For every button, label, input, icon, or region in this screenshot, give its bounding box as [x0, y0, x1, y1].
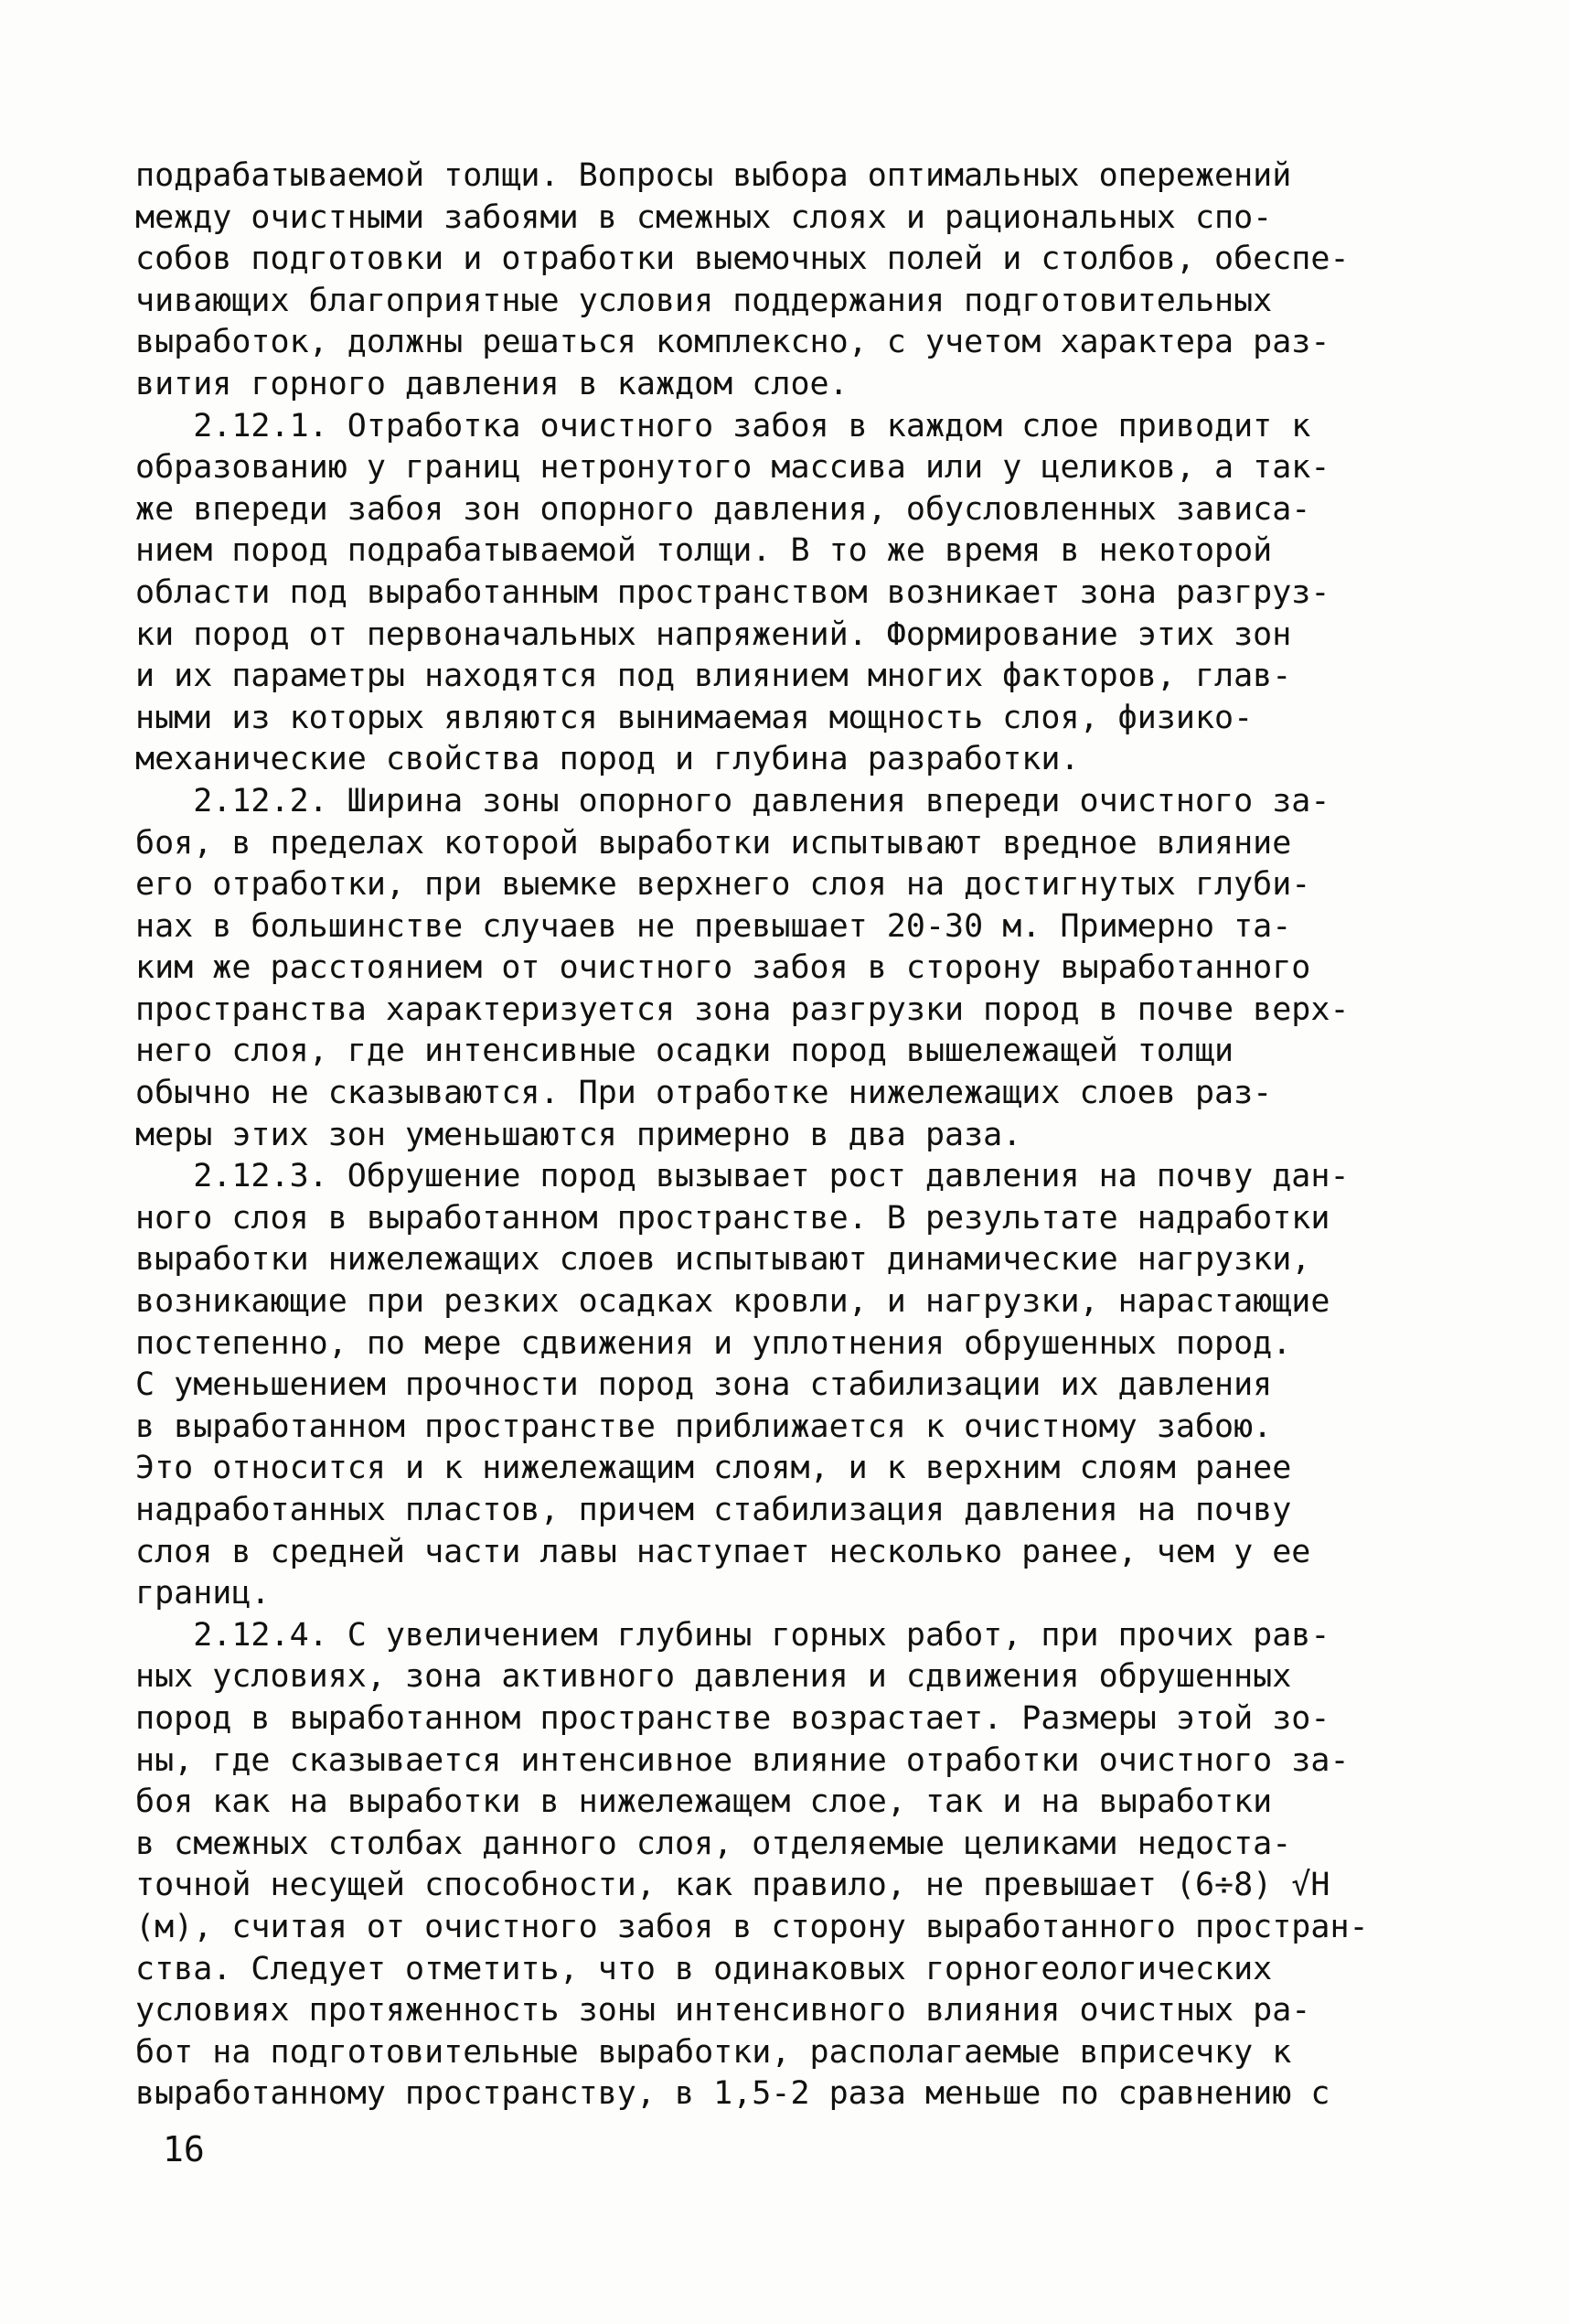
text-line: постепенно, по мере сдвижения и уплотнения обрушенных пород. — [135, 1324, 1292, 1362]
text-line: С уменьшением прочности пород зона стабилизации их давления — [135, 1366, 1273, 1404]
text-line: 2.12.3. Обрушение пород вызывает рост давления на почву дан- — [135, 1158, 1350, 1195]
text-line: в смежных столбах данного слоя, отделяемые целиками недоста- — [135, 1825, 1292, 1862]
text-line: нием пород подрабатываемой толщи. В то же время в некоторой — [135, 532, 1273, 570]
text-line: подрабатываемой толщи. Вопросы выбора оптимальных опережений — [135, 157, 1292, 194]
text-line: боя как на выработки в нижележащем слое, так и на выработки — [135, 1783, 1273, 1821]
text-line: выработанному пространству, в 1,5-2 раза меньше по сравнению с — [135, 2075, 1330, 2113]
text-line: слоя в средней части лавы наступает несколько ранее, чем у ее — [135, 1533, 1311, 1570]
text-line: выработок, должны решаться комплексно, с учетом характера раз- — [135, 324, 1330, 361]
text-line: ного слоя в выработанном пространстве. В результате надработки — [135, 1199, 1330, 1237]
text-line: в выработанном пространстве приближается к очистному забою. — [135, 1408, 1273, 1445]
text-line: чивающих благоприятные условия поддержания подготовительных — [135, 282, 1273, 319]
text-line: границ. — [135, 1575, 271, 1612]
text-line: 2.12.1. Отработка очистного забоя в каждом слое приводит к — [135, 407, 1311, 444]
text-line: между очистными забоями в смежных слоях и рациональных спо- — [135, 198, 1273, 236]
text-line: условиях протяженность зоны интенсивного влияния очистных ра- — [135, 1992, 1311, 2029]
text-line: пространства характеризуется зона разгрузки пород в почве верх- — [135, 991, 1350, 1028]
page-number: 16 — [163, 2129, 205, 2169]
text-line: ными из которых являются вынимаемая мощность слоя, физико- — [135, 699, 1254, 736]
text-line: нах в большинстве случаев не превышает 20-30 м. Примерно та- — [135, 907, 1292, 945]
text-line: ства. Следует отметить, что в одинаковых горногеологических — [135, 1950, 1273, 1987]
text-line: механические свойства пород и глубина разработки. — [135, 741, 1080, 778]
text-line: собов подготовки и отработки выемочных полей и столбов, обеспе- — [135, 241, 1350, 278]
text-line: бот на подготовительные выработки, располагаемые вприсечку к — [135, 2033, 1292, 2071]
text-line: ных условиях, зона активного давления и сдвижения обрушенных — [135, 1658, 1292, 1696]
text-line: обычно не сказываются. При отработке нижележащих слоев раз- — [135, 1075, 1273, 1112]
text-line: образованию у границ нетронутого массива или у целиков, а так- — [135, 449, 1330, 487]
text-line: боя, в пределах которой выработки испытывают вредное влияние — [135, 824, 1292, 862]
text-line: точной несущей способности, как правило, не превышает (6÷8) √H — [135, 1867, 1330, 1904]
text-line: него слоя, где интенсивные осадки пород вышележащей толщи — [135, 1033, 1234, 1070]
text-line: его отработки, при выемке верхнего слоя на достигнутых глуби- — [135, 866, 1311, 904]
text-line: пород в выработанном пространстве возрастает. Размеры этой зо- — [135, 1699, 1330, 1737]
text-line: возникающие при резких осадках кровли, и нагрузки, нарастающие — [135, 1283, 1330, 1321]
text-line: ким же расстоянием от очистного забоя в сторону выработанного — [135, 949, 1311, 987]
text-line: меры этих зон уменьшаются примерно в два раза. — [135, 1116, 1022, 1153]
body-text — [135, 155, 1452, 2115]
text-line: области под выработанным пространством возникает зона разгруз- — [135, 573, 1330, 611]
text-line: ны, где сказывается интенсивное влияние отработки очистного за- — [135, 1741, 1350, 1779]
text-line: 2.12.4. С увеличением глубины горных работ, при прочих рав- — [135, 1616, 1330, 1654]
text-line: вития горного давления в каждом слое. — [135, 365, 849, 402]
text-line: (м), считая от очистного забоя в сторону выработанного простран- — [135, 1908, 1369, 1945]
text-line: и их параметры находятся под влиянием многих факторов, глав- — [135, 658, 1292, 695]
text-line: же впереди забоя зон опорного давления, обусловленных зависа- — [135, 490, 1311, 528]
text-line: выработки нижележащих слоев испытывают динамические нагрузки, — [135, 1241, 1311, 1279]
text-line: Это относится и к нижележащим слоям, и к верхним слоям ранее — [135, 1450, 1292, 1487]
text-line: надработанных пластов, причем стабилизация давления на почву — [135, 1492, 1292, 1528]
text-line: 2.12.2. Ширина зоны опорного давления впереди очистного за- — [135, 782, 1330, 819]
text-line: ки пород от первоначальных напряжений. Формирование этих зон — [135, 616, 1292, 653]
